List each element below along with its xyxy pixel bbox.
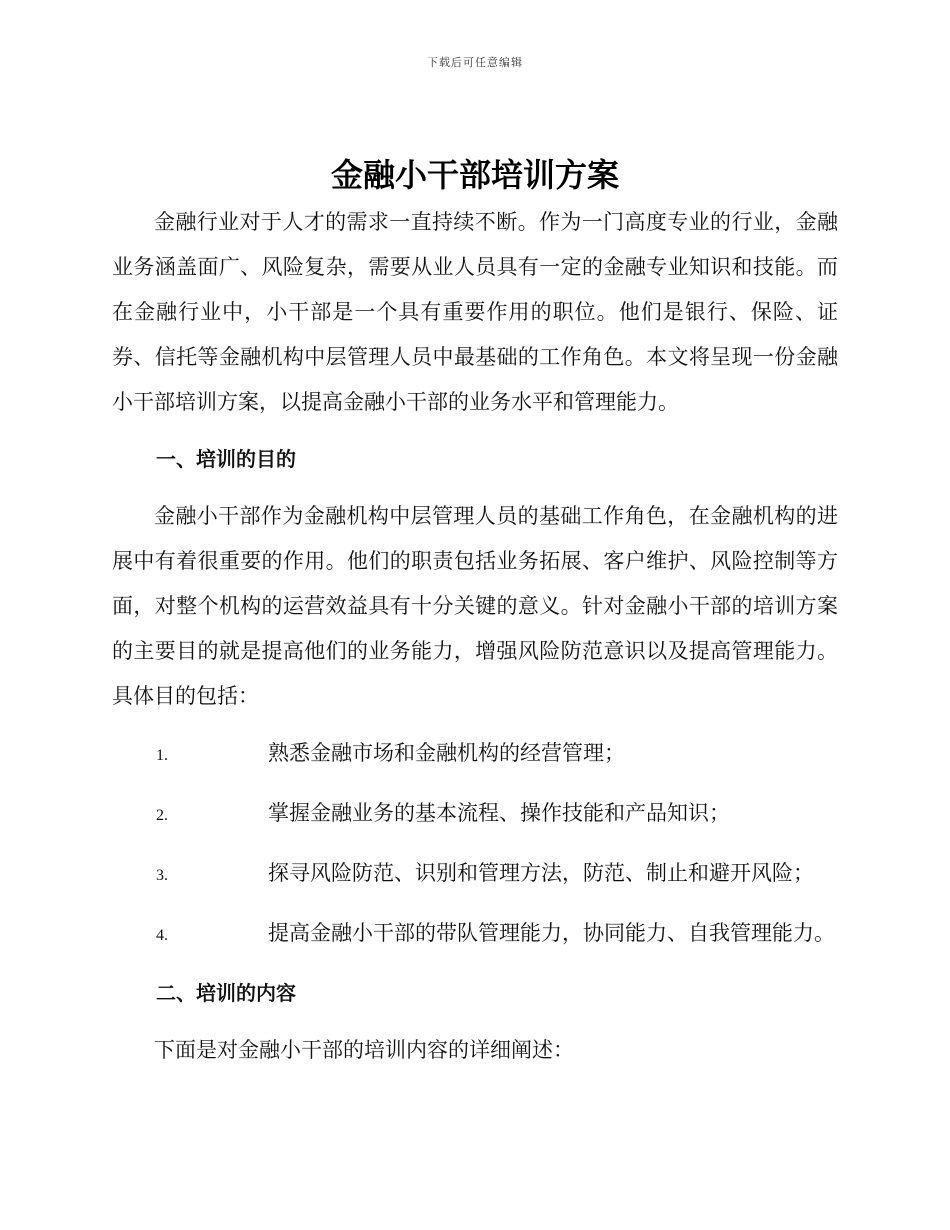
header-note: 下载后可任意编辑 (427, 56, 523, 69)
document-title: 金融小干部培训方案 (330, 156, 619, 194)
spacer (112, 1016, 838, 1028)
list-item (112, 911, 838, 958)
spacer (112, 719, 838, 731)
list-item-text: 熟悉金融市场和金融机构的经营管理； (268, 741, 625, 765)
document-body (112, 200, 838, 1073)
list-item-text: 掌握金融业务的基本流程、操作技能和产品知识； (268, 801, 730, 825)
list-item-text: 探寻风险防范、识别和管理方法，防范、制止和避开风险； (268, 861, 814, 885)
spacer (112, 482, 838, 494)
intro-paragraph: 金融行业对于人才的需求一直持续不断。作为一门高度专业的行业，金融业务涵盖面广、风险复杂，需要从业人员具有一定的金融专业知识和技能。而在金融行业中，小干部是一个具有重要作用的职位。他们是银行、保险、证券、信托等金融机构中层管理人员中最基础的工作角色。本文将呈现一份金融小干部培训方案，以提高金融小干部的业务水平和管理能力。 (112, 210, 838, 414)
list-item-number: 3. (156, 867, 168, 884)
list-item-number: 1. (156, 747, 168, 764)
content-paragraph: 下面是对金融小干部的培训内容的详细阐述： (154, 1038, 574, 1062)
section-heading-content: 二、培训的内容 (156, 981, 296, 1005)
purpose-paragraph: 金融小干部作为金融机构中层管理人员的基础工作角色，在金融机构的进展中有着很重要的作用。他们的职责包括业务拓展、客户维护、风险控制等方面，对整个机构的运营效益具有十分关键的意义。针对金融小干部的培训方案的主要目的就是提高他们的业务能力，增强风险防范意识以及提高管理能力。具体目的包括： (112, 504, 838, 708)
section-heading-purpose: 一、培训的目的 (156, 447, 296, 471)
list-item-number: 4. (156, 927, 168, 944)
list-item-number: 2. (156, 807, 168, 824)
list-item (112, 791, 838, 838)
list-item (112, 851, 838, 898)
list-item (112, 731, 838, 778)
spacer (112, 425, 838, 437)
list-item-text: 提高金融小干部的带队管理能力，协同能力、自我管理能力。 (268, 921, 835, 945)
purpose-list (112, 731, 838, 958)
